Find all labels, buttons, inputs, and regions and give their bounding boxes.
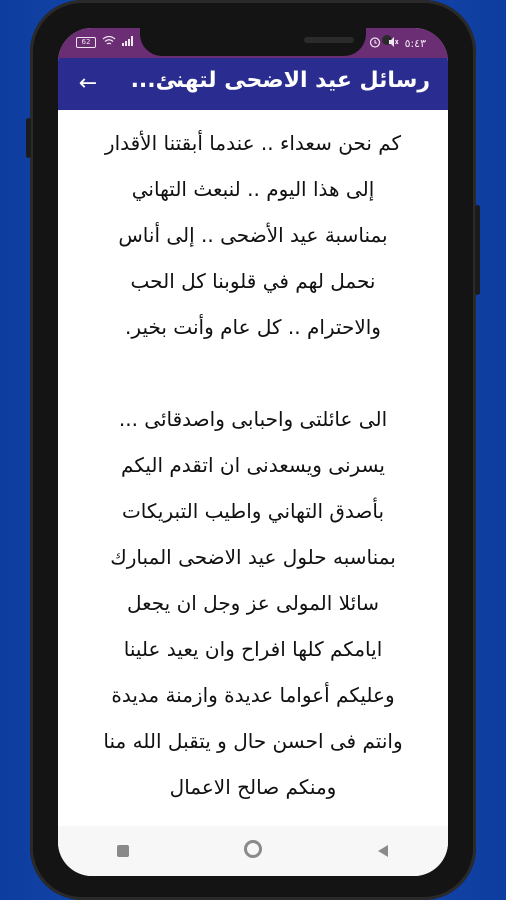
message-line: الى عائلتى واحبابى واصدقائى ... [118,407,388,431]
message-line: ايامكم كلها افراح وان يعيد علينا [123,637,383,661]
recents-button[interactable] [103,842,143,861]
phone-side-button [26,118,31,158]
message-line: نحمل لهم في قلوبنا كل الحب [130,269,376,293]
alarm-icon [369,36,381,51]
battery-icon: 62 [76,37,96,48]
message-line: سائلا المولى عز وجل ان يجعل [126,591,380,615]
back-button[interactable] [363,842,403,861]
app-bar [58,58,448,110]
message-line: وانتم فى احسن حال و يتقبل الله منا [103,729,403,753]
message-line: بمناسبه حلول عيد الاضحى المبارك [110,545,396,569]
message-content [66,120,440,820]
speaker-grille [304,37,354,43]
message-line: يسرنى ويسعدنى ان اتقدم اليكم [121,453,385,477]
camera-notch [140,28,366,56]
status-time: ٥:٤٣ [404,37,426,50]
message-line: وعليكم أعواما عديدة وازمنة مديدة [111,683,395,707]
message-line: بمناسبة عيد الأضحى .. إلى أناس [118,223,388,247]
message-line: إلى هذا اليوم .. لنبعث التهاني [131,177,375,201]
wifi-icon [102,36,116,49]
home-button[interactable] [233,840,273,862]
message-line: كم نحن سعداء .. عندما أبقتنا الأقدار [104,131,402,155]
system-nav-bar [58,826,448,876]
phone-screen [58,28,448,876]
paragraph-gap [66,350,440,396]
recents-square-icon [117,845,129,857]
mute-icon [387,36,399,51]
home-circle-icon [244,840,262,858]
status-left [76,36,134,49]
back-arrow-icon[interactable]: ← [78,71,98,96]
message-line: ومنكم صالح الاعمال [169,775,337,799]
message-line: بأصدق التهاني واطيب التبريكات [121,499,385,523]
status-right [369,36,426,51]
signal-icon [122,36,134,49]
back-triangle-icon [378,845,388,857]
status-bar [58,28,448,58]
page-title: رسائل عيد الاضحى لتهنئ... [130,68,430,93]
message-line: والاحترام .. كل عام وأنت بخير. [125,315,381,339]
phone-volume-button [475,205,480,295]
